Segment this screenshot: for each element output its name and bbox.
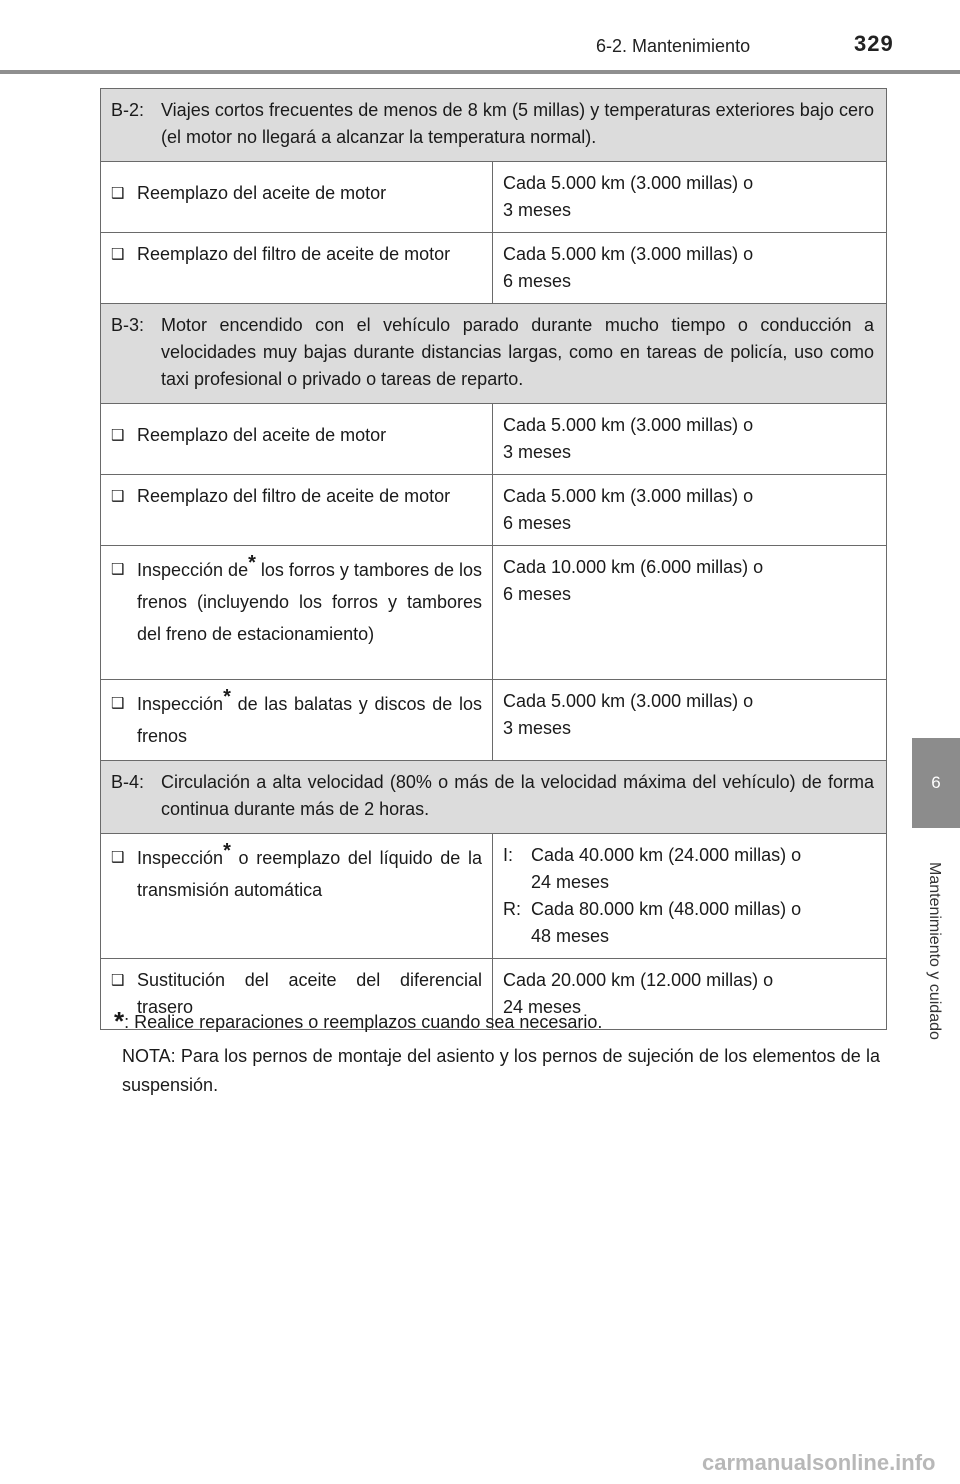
interval-line: Cada 10.000 km (6.000 millas) o	[503, 557, 764, 577]
checkbox-icon: ❑	[111, 427, 125, 444]
condition-text: Circulación a alta velocidad (80% o más de la velocidad máxima del vehículo) de forma continua durante más de 2 horas.	[161, 772, 874, 819]
interval-line: 6 meses	[503, 584, 572, 604]
checkbox-icon: ❑	[111, 849, 125, 866]
checkbox-icon: ❑	[111, 488, 125, 505]
item-text: Reemplazo del aceite de motor	[137, 425, 387, 445]
chapter-label: Mantenimiento y cuidado	[926, 862, 943, 1040]
checkbox-icon: ❑	[111, 561, 125, 578]
watermark: carmanualsonline.info	[702, 1450, 936, 1475]
item-text: los forros y tambores de los frenos (incluyendo los forros y tambores del freno de estacionamiento)	[137, 560, 483, 644]
condition-text: Viajes cortos frecuentes de menos de 8 km (5 millas) y temperaturas exteriores bajo cero (el motor no llegará a alcanzar la temperatura normal).	[161, 100, 874, 147]
condition-text: Motor encendido con el vehículo parado durante mucho tiempo o conducción a velocidades muy bajas durante distancias largas, como en tareas de policía, uso como taxi profesional o privado o tareas de reparto.	[161, 315, 874, 389]
checkbox-icon: ❑	[111, 185, 125, 202]
section-header-b2	[101, 89, 887, 162]
note-text: NOTA: Para los pernos de montaje del asiento y los pernos de sujeción de los elementos de la suspensión.	[122, 1046, 880, 1095]
table-row	[101, 404, 887, 475]
interval-line: 6 meses	[503, 271, 572, 291]
table-row	[101, 680, 887, 761]
checkbox-icon: ❑	[111, 972, 125, 989]
interval-line: 3 meses	[503, 718, 572, 738]
item-text: Sustitución del aceite del diferencial trasero	[137, 970, 482, 1017]
table-row	[101, 162, 887, 233]
table-row	[101, 546, 887, 680]
maintenance-table	[100, 88, 887, 1030]
interval-line: 6 meses	[503, 513, 572, 533]
section-header-b3	[101, 304, 887, 404]
table-row	[101, 834, 887, 959]
interval-line: Cada 5.000 km (3.000 millas) o	[503, 486, 754, 506]
item-text: Reemplazo del aceite de motor	[137, 183, 387, 203]
interval-line: Cada 5.000 km (3.000 millas) o	[503, 244, 754, 264]
inspection-key: I:	[503, 845, 514, 865]
replacement-key: R:	[503, 899, 521, 919]
interval-line: Cada 5.000 km (3.000 millas) o	[503, 415, 754, 435]
interval-line: Cada 5.000 km (3.000 millas) o	[503, 691, 754, 711]
checkbox-icon: ❑	[111, 695, 125, 712]
interval-line: Cada 80.000 km (48.000 millas) o	[531, 899, 802, 919]
header-divider	[0, 70, 960, 74]
interval-line: Cada 20.000 km (12.000 millas) o	[503, 970, 774, 990]
interval-line: 24 meses	[531, 872, 610, 892]
item-text: Inspección	[137, 848, 224, 868]
condition-code: B-2:	[111, 100, 145, 120]
section-title: 6-2. Mantenimiento	[596, 36, 751, 56]
footnote-text: : Realice reparaciones o reemplazos cuando sea necesario.	[124, 1012, 603, 1032]
interval-line: Cada 40.000 km (24.000 millas) o	[531, 845, 802, 865]
asterisk-marker: *	[223, 686, 231, 708]
asterisk-marker: *	[248, 552, 256, 574]
condition-code: B-3:	[111, 315, 145, 335]
interval-line: 48 meses	[531, 926, 610, 946]
interval-line: 3 meses	[503, 200, 572, 220]
chapter-tab: 6	[912, 738, 960, 828]
footnote	[114, 1006, 602, 1037]
page-number: 329	[854, 31, 894, 56]
table-row	[101, 475, 887, 546]
interval-line: Cada 5.000 km (3.000 millas) o	[503, 173, 754, 193]
interval-line: 24 meses	[503, 997, 582, 1017]
interval-line: 3 meses	[503, 442, 572, 462]
item-text: Reemplazo del filtro de aceite de motor	[137, 486, 451, 506]
condition-code: B-4:	[111, 772, 145, 792]
item-text: Reemplazo del filtro de aceite de motor	[137, 244, 451, 264]
section-header-b4	[101, 761, 887, 834]
asterisk-marker: *	[114, 1006, 125, 1036]
checkbox-icon: ❑	[111, 246, 125, 263]
asterisk-marker: *	[223, 840, 231, 862]
item-text: o reemplazo del líquido de la transmisión automática	[137, 848, 482, 900]
table-row	[101, 233, 887, 304]
item-text: Inspección	[137, 694, 224, 714]
item-text: de las balatas y discos de los frenos	[137, 694, 482, 746]
item-text: Inspección de	[137, 560, 249, 580]
